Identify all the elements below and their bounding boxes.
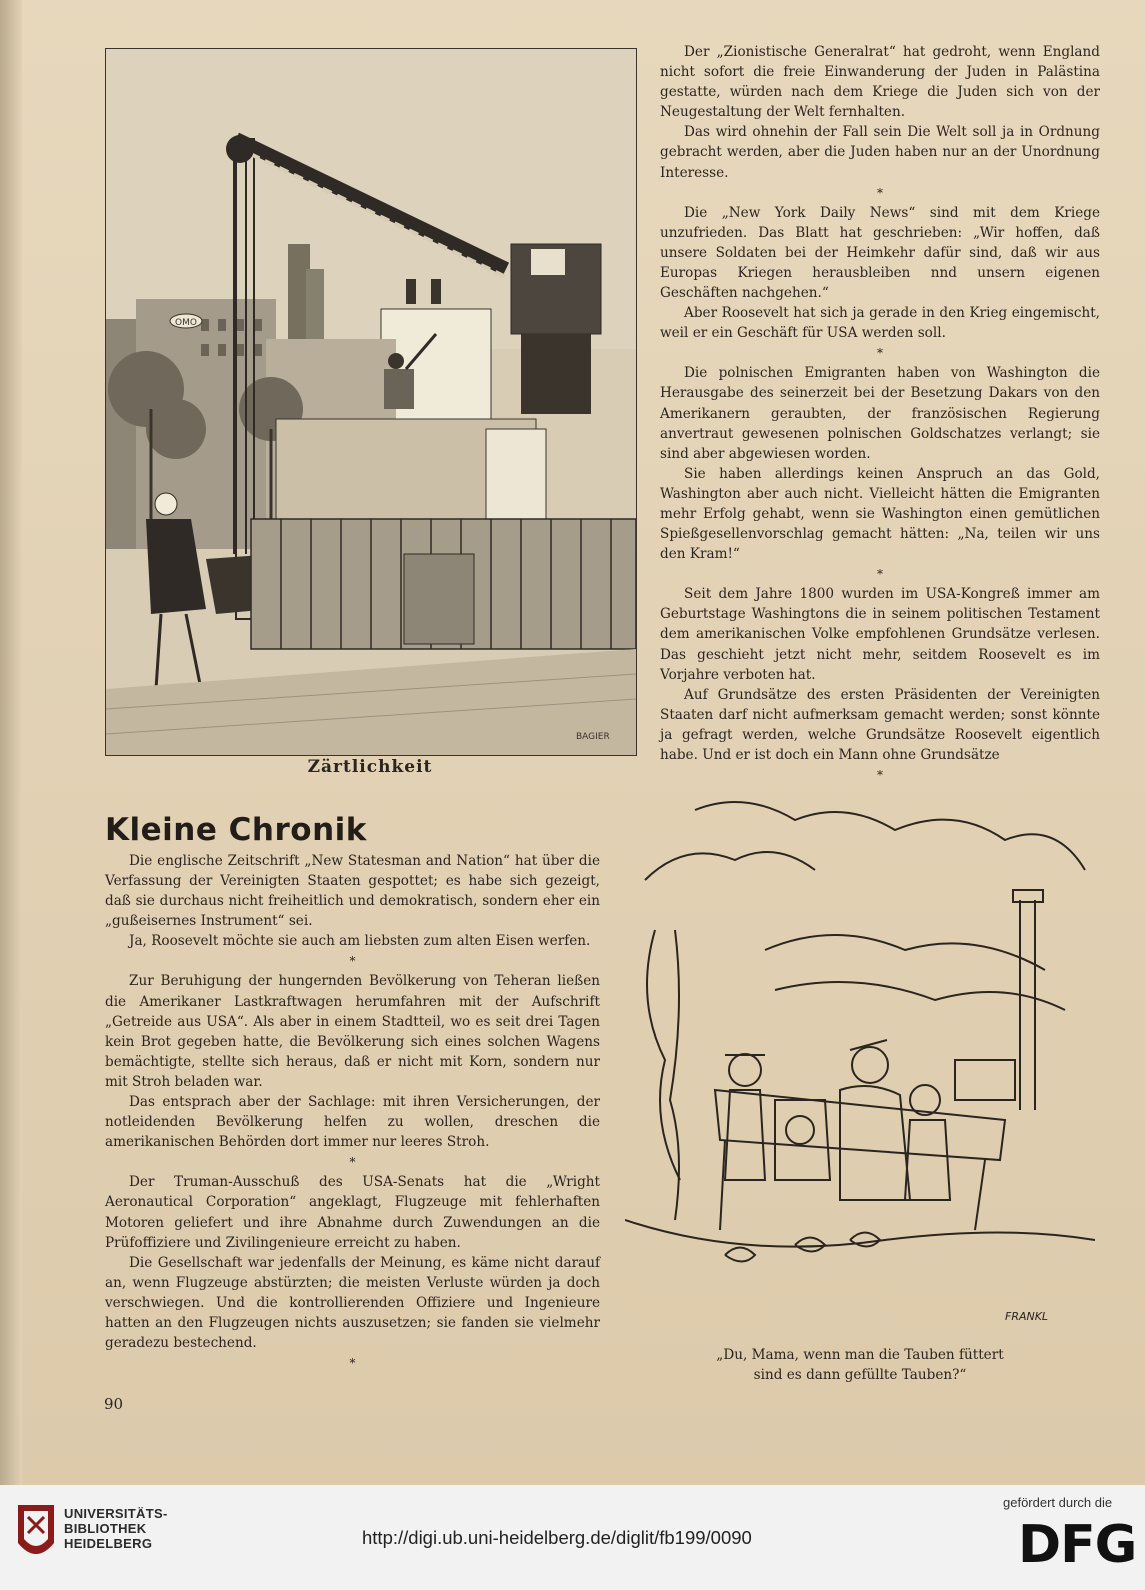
section-separator: * xyxy=(877,567,883,582)
article-paragraph: Die Gesellschaft war jedenfalls der Meinung, es käme nicht darauf an, wenn Flugzeuge abstürzten; die meisten Verluste würden ja doch verschwiegen. Und die kontrollierenden Offiziere und Ingenieure hatten an den Flugzeugen nichts auszusetzen; sie fanden sie vielmehr geradezu bestechend. xyxy=(105,1254,600,1352)
left-column-chronicle xyxy=(105,851,600,1373)
illustration-crane-cartoon xyxy=(105,48,637,756)
section-title: Kleine Chronik xyxy=(105,812,367,848)
section-separator: * xyxy=(349,954,356,969)
caption-tauben xyxy=(625,1345,1095,1385)
funded-by-label: gefördert durch die xyxy=(1003,1495,1113,1510)
illustration-park-bench-cartoon xyxy=(625,800,1095,1345)
permalink-url[interactable]: http://digi.ub.uni-heidelberg.de/diglit/fb199/0090 xyxy=(362,1527,752,1548)
library-name xyxy=(64,1506,168,1551)
article-paragraph: Das entsprach aber der Sachlage: mit ihren Versicherungen, der notleidenden Bevölkerung helfen zu wollen, dreschen die amerikanischen Behörden dort immer nur leeres Stroh. xyxy=(105,1094,600,1151)
article-paragraph: Der Truman-Ausschuß des USA-Senats hat die „Wright Aeronautical Corporation“ angeklagt, Flugzeuge mit fehlerhaften Motoren geliefert und ihre Abnahme durch Zuwendungen an die Prüfoffiziere und Zivilingenieure erreicht zu haben. xyxy=(105,1174,600,1251)
crane-drawing xyxy=(106,49,636,755)
digitization-footer xyxy=(0,1485,1145,1590)
page-fold-shadow xyxy=(0,0,22,1485)
illustrator-signature: BAGIER xyxy=(576,732,610,742)
page-number: 90 xyxy=(104,1395,124,1413)
caption-line-2: sind es dann gefüllte Tauben?“ xyxy=(753,1367,967,1383)
section-separator: * xyxy=(877,768,883,783)
library-name-line-3: HEIDELBERG xyxy=(64,1536,153,1551)
article-paragraph: Ja, Roosevelt möchte sie auch am liebsten zum alten Eisen werfen. xyxy=(129,933,591,950)
caption-line-1: „Du, Mama, wenn man die Tauben füttert xyxy=(716,1347,1004,1363)
right-column-articles xyxy=(660,42,1100,785)
library-name-line-1: UNIVERSITÄTS- xyxy=(64,1506,168,1521)
section-separator: * xyxy=(349,1356,356,1371)
cartoon-signature: FRANKL xyxy=(1005,1310,1049,1323)
omo-sign: OMO xyxy=(175,318,197,328)
article-paragraph: Auf Grundsätze des ersten Präsidenten der Vereinigten Staaten darf nicht aufmerksam gemacht werden; sonst könnte ja gefragt werden, welche Grundsätze Roosevelt eigentlich habe. Und er ist doch ein Mann ohne Grundsätze xyxy=(660,686,1100,763)
section-separator: * xyxy=(349,1155,356,1170)
caption-zaertlichkeit: Zärtlichkeit xyxy=(307,757,433,777)
article-paragraph: Das wird ohnehin der Fall sein Die Welt soll ja in Ordnung gebracht werden, aber die Juden haben nur an der Unordnung Interesse. xyxy=(660,124,1100,181)
article-paragraph: Seit dem Jahre 1800 wurden im USA-Kongreß immer am Geburtstage Washingtons die in seinem politischen Testament dem amerikanischen Volke empfohlenen Grundsätze verlesen. Das geschieht jetzt nicht mehr, seitdem Roosevelt es im Vorjahre verboten hat. xyxy=(660,586,1100,683)
article-paragraph: Die polnischen Emigranten haben von Washington die Herausgabe des seinerzeit bei der Besetzung Dakars von den Amerikanern geraubten, der französischen Regierung anvertraut gewesenen polnischen Goldschatzes verlangt; sie sind aber abgewiesen worden. xyxy=(660,365,1100,462)
article-paragraph: Aber Roosevelt hat sich ja gerade in den Krieg eingemischt, weil er ein Geschäft für USA werden soll. xyxy=(660,305,1100,342)
dfg-logo: DFG xyxy=(1018,1515,1137,1575)
section-separator: * xyxy=(877,185,883,200)
article-paragraph: Die „New York Daily News“ sind mit dem Kriege unzufrieden. Das Blatt hat geschrieben: „Wir hoffen, daß unsere Soldaten bei der Heimkehr dafür sind, daß wir aus Europas Kriegen herausbleiben nnd unsern eigenen Geschäften nachgehen.“ xyxy=(660,204,1100,302)
university-crest-icon xyxy=(16,1503,56,1565)
article-paragraph: Die englische Zeitschrift „New Statesman and Nation“ hat über die Verfassung der Vereinigten Staaten gespottet; es habe sich gezeigt, daß sie durchaus nicht freiheitlich und demokratisch, sondern eher ein „gußeisernes Instrument“ sei. xyxy=(105,853,600,930)
library-name-line-2: BIBLIOTHEK xyxy=(64,1521,147,1536)
article-paragraph: Der „Zionistische Generalrat“ hat gedroht, wenn England nicht sofort die freie Einwanderung der Juden in Palästina gestatte, würden nach dem Kriege die Juden sich von der Neugestaltung der Welt fernhalten. xyxy=(660,44,1100,121)
article-paragraph: Zur Beruhigung der hungernden Bevölkerung von Teheran ließen die Amerikaner Lastkraftwagen herumfahren mit der Aufschrift „Getreide aus USA“. Als aber in einem Stadtteil, wo es seit drei Tagen kein Brot gegeben hatte, die Bevölkerung sich eines solchen Wagens bemächtigte, stellte sich heraus, daß er nicht mit Korn, sondern nur mit Stroh beladen war. xyxy=(105,973,600,1090)
section-separator: * xyxy=(877,346,883,361)
park-bench-drawing xyxy=(625,800,1095,1345)
article-paragraph: Sie haben allerdings keinen Anspruch an das Gold, Washington aber auch nicht. Vielleicht hätten die Emigranten mehr Erfolg gehabt, wenn sie Washington einen gemütlichen Spießgesellenvorschlag gemacht hätten: „Na, teilen wir uns den Kram!“ xyxy=(660,465,1100,563)
